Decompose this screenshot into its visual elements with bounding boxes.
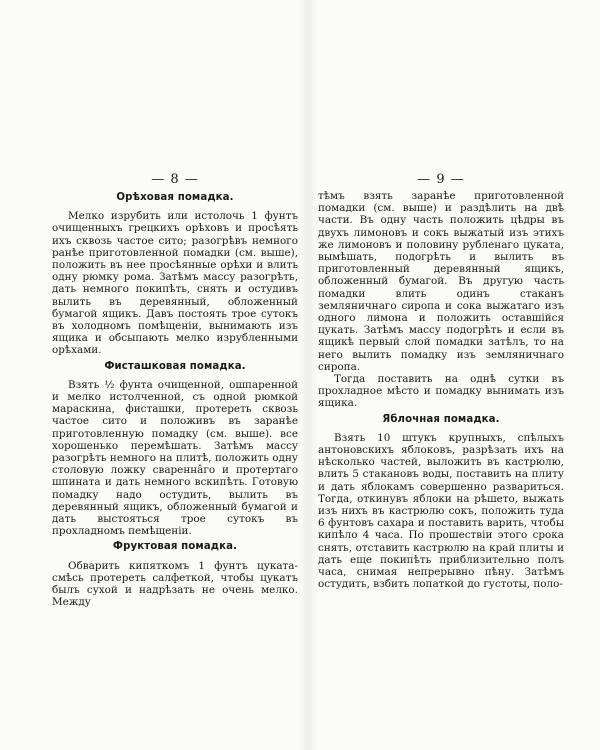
paragraph-pistachio: Взять ½ фунта очищенной, ошпаренной и мелко истолченной, съ одной рюмкой мараскина, фисташки, протереть сквозь частое сито и положивъ въ заранѣе приготовленную помадку (см. выше). все хорошенько перемѣшать. Затѣмъ массу разогрѣть немного на плитѣ, положить одну столовую ложку сваренна̂го и протертаго шпината и дать немного вскипѣть. Готовую помадку надо остудить, вылить въ деревянный ящикъ, обложенный бумагой и дать выстояться трое сутокъ въ прохладномъ пемѣщеніи. — [52, 378, 298, 538]
paragraph-fruit-continued: тѣмъ взять заранѣе приготовленной помадки (см. выше) и раздѣлить на двѣ части. Въ одну часть положить цѣдры въ двухъ лимоновъ и сокъ выжатый изъ этихъ же лимоновъ и половину рубленаго цуката, вымѣшать, подогрѣть и вылить въ приготовленный деревянный ящикъ, обложенный бумагой. Въ другую часть помадки влить одинъ стаканъ земляничнаго сиропа и сока выжатаго изъ одного лимона и положить оставшійся цукать. Затѣмъ массу подогрѣть и если въ ящикѣ первый слой помадки затѣлъ, то на него вылить помадку изъ земляничнаго сиропа. — [318, 190, 564, 373]
section-title-fruit: Фруктовая помадка. — [112, 541, 238, 553]
right-page-number: — 9 — — [417, 172, 465, 187]
section-title-apple: Яблочная помадка. — [382, 413, 500, 425]
left-page — [52, 0, 298, 750]
paragraph-fruit-final: Тогда поставить на однѣ сутки въ прохладное мѣсто и помадку вынимать изъ ящика. — [318, 373, 564, 410]
right-page-text — [318, 190, 564, 591]
paragraph-walnut: Мелко изрубить или истолочь 1 фунтъ очищенныхъ грецкихъ орѣховъ и просѣять ихъ сквозь частое сито; разогрѣвъ немного ранѣе приготовленной помадки (см. выше), положить въ нее просѣянные орѣхи и влить одну рюмку рома. Затѣмъ массу разогрѣть, дать немного покипѣть, снять и остудивъ вылить въ деревянный, обложенный бумагой ящикъ. Давъ постоять трое сутокъ въ холодномъ помѣщеніи, вынимають изъ ящика и обсыпають мелко изрубленными орѣхами. — [52, 210, 298, 357]
left-page-number: — 8 — — [151, 172, 199, 187]
paragraph-fruit: Обварить кипяткомъ 1 фунтъ цуката-смѣсь протереть салфеткой, чтобы цукатъ былъ сухой и надрѣзать не очень мелко. Между — [52, 559, 298, 609]
section-title-pistachio: Фисташковая помадка. — [104, 360, 246, 372]
section-title-walnut: Орѣховая помадка. — [116, 192, 234, 203]
left-page-text — [52, 192, 298, 609]
right-page — [318, 0, 564, 750]
paragraph-apple: Взять 10 штукъ крупныхъ, спѣлыхъ антоновскихъ яблоковъ, разрѣзать ихъ на нѣсколько частей, выложить въ кастрюлю, влить 5 стакановъ воды, поставить на плиту и дать яблокамъ совершенно развариться. Тогда, откинувъ яблоки на рѣшето, выжать изъ нихъ въ кастрюлю сокъ, положить туда 6 фунтовъ сахара и поставить варить, чтобы кипѣло 4 часа. По прошествіи этого срока снять, отставить кастрюлю на край плиты и дать еще покипѣть приблизительно полъ часа, снимая непрерывно пѣну. Затѣмъ остудить, взбить лопаткой до густоты, поло- — [318, 431, 564, 591]
book-gutter — [298, 0, 318, 750]
